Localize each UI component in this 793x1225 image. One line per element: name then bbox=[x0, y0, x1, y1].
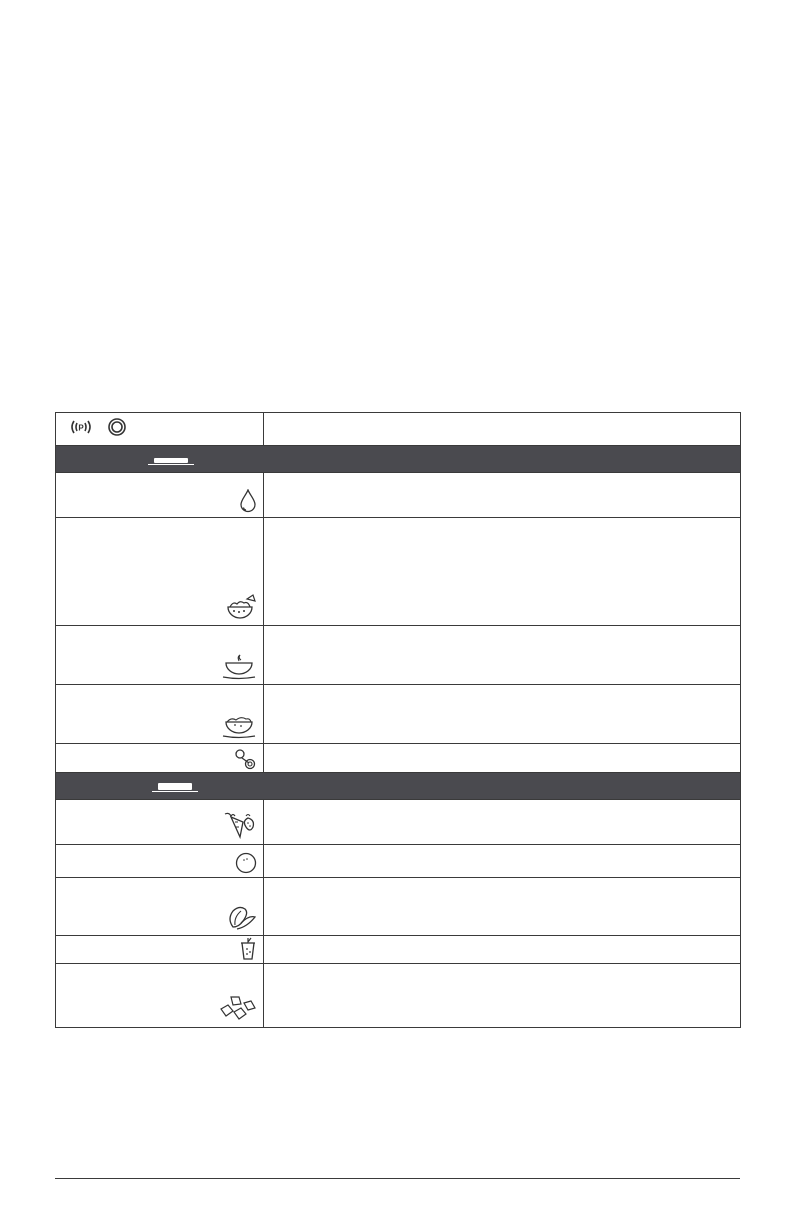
program-table bbox=[55, 412, 741, 1028]
table-row bbox=[56, 626, 741, 685]
program-name-cell bbox=[56, 800, 264, 845]
program-description-cell bbox=[264, 518, 741, 626]
pulse-p-icon bbox=[70, 419, 92, 440]
program-name-cell bbox=[56, 744, 264, 773]
program-description-cell bbox=[264, 473, 741, 518]
nuts-icon bbox=[225, 901, 257, 931]
milk-drop-icon bbox=[239, 489, 257, 513]
fruit-icon bbox=[235, 852, 257, 874]
program-description-cell bbox=[264, 845, 741, 878]
smoothie-cup-icon bbox=[239, 937, 257, 961]
section-bar-high bbox=[56, 773, 741, 800]
header-description-cell bbox=[264, 413, 741, 446]
section-bar-low bbox=[56, 446, 741, 473]
soup-bowl-icon bbox=[221, 652, 257, 680]
program-description-cell bbox=[264, 744, 741, 773]
power-ring-icon bbox=[108, 418, 126, 441]
program-description-cell bbox=[264, 936, 741, 964]
puree-bowl-icon bbox=[221, 713, 257, 739]
table-row bbox=[56, 964, 741, 1028]
vegetables-fruit-icon bbox=[221, 810, 257, 840]
table-row bbox=[56, 845, 741, 878]
footer-rule bbox=[55, 1178, 740, 1179]
table-row bbox=[56, 878, 741, 936]
table-row bbox=[56, 473, 741, 518]
header-icons-cell bbox=[56, 413, 264, 446]
section-row-high bbox=[56, 773, 741, 800]
high-speed-indicator-icon bbox=[158, 783, 192, 790]
program-name-cell bbox=[56, 845, 264, 878]
program-description-cell bbox=[264, 800, 741, 845]
program-name-cell bbox=[56, 473, 264, 518]
program-name-cell bbox=[56, 626, 264, 685]
table-row bbox=[56, 744, 741, 773]
program-description-cell bbox=[264, 685, 741, 744]
program-name-cell bbox=[56, 964, 264, 1028]
program-description-cell bbox=[264, 964, 741, 1028]
program-description-cell bbox=[264, 626, 741, 685]
section-row-low bbox=[56, 446, 741, 473]
program-name-cell bbox=[56, 685, 264, 744]
table-row bbox=[56, 936, 741, 964]
program-name-cell bbox=[56, 878, 264, 936]
table-row bbox=[56, 800, 741, 845]
program-name-cell bbox=[56, 936, 264, 964]
table-header-row bbox=[56, 413, 741, 446]
table-row bbox=[56, 685, 741, 744]
svg-text:P: P bbox=[78, 423, 84, 432]
low-speed-indicator-icon bbox=[154, 458, 188, 463]
program-description-cell bbox=[264, 878, 741, 936]
ice-cubes-icon bbox=[219, 995, 257, 1023]
table-row bbox=[56, 518, 741, 626]
baby-food-icon bbox=[233, 748, 257, 770]
program-name-cell bbox=[56, 518, 264, 626]
cereal-bowl-icon bbox=[225, 593, 257, 621]
